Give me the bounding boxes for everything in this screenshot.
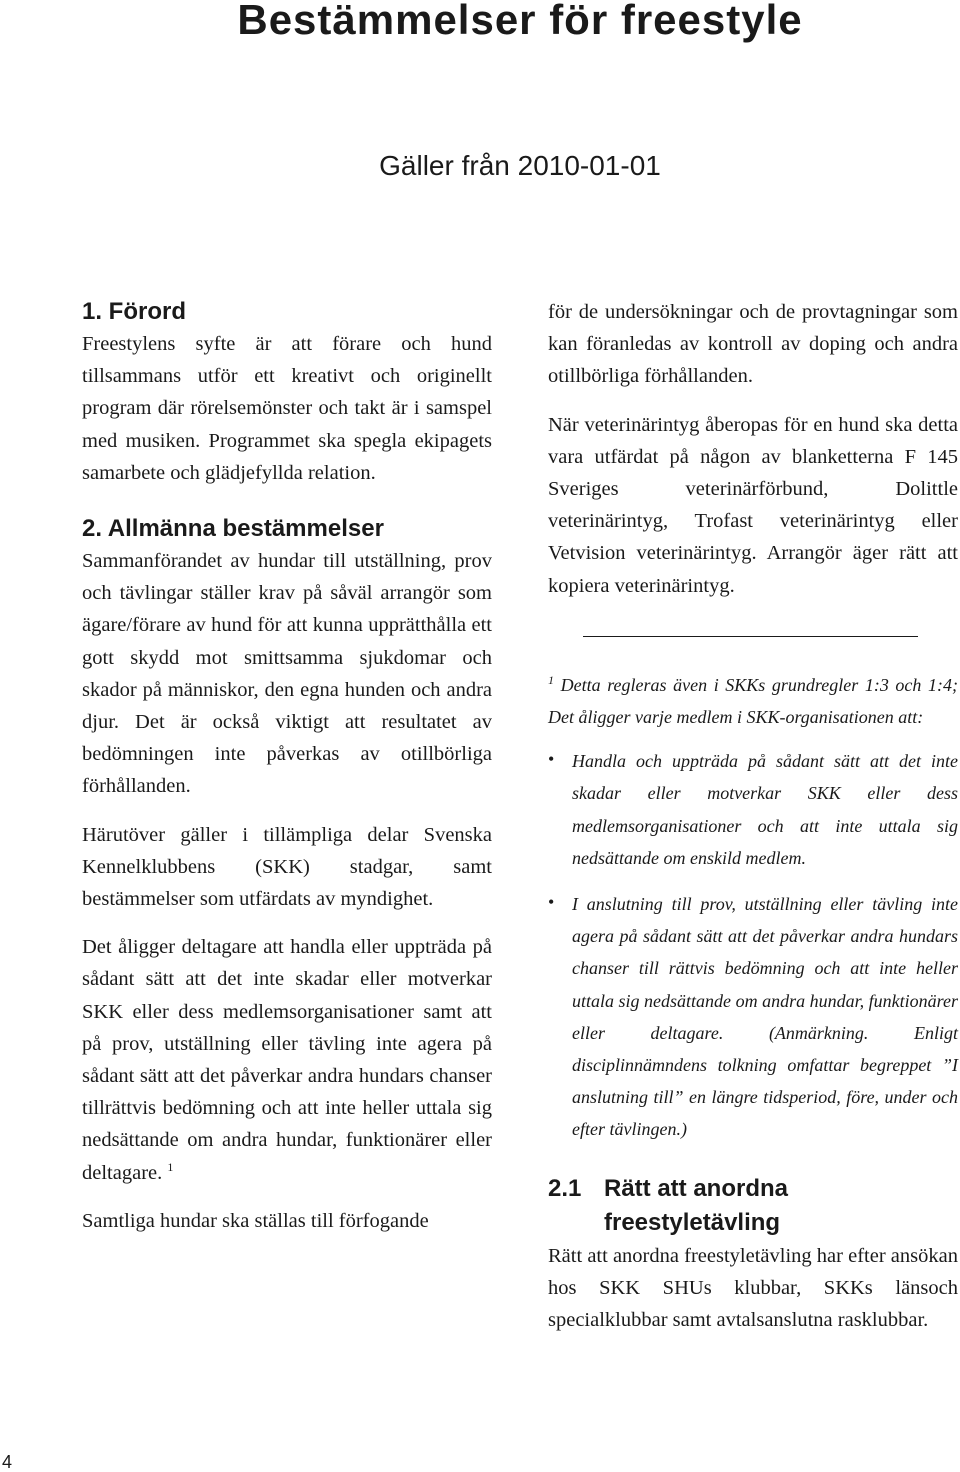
footnote-bullet-list (548, 745, 958, 1145)
section-2-paragraph-3 (82, 931, 492, 1189)
section-2-1-heading (548, 1172, 958, 1240)
bullet-icon: • (548, 749, 555, 770)
bullet-icon: • (548, 892, 555, 913)
continued-paragraph: för de undersökningar och de provtagningar som kan föranledas av kontroll av doping och andra otillbörliga förhållanden. (548, 301, 958, 388)
left-column (82, 296, 492, 1237)
section-2-paragraph-4: Samtliga hundar ska ställas till förfogande (82, 1209, 429, 1232)
page-number: 4 (2, 1452, 13, 1472)
section-2-1-title: Rätt att anordna freestyletävling (604, 1174, 789, 1236)
footnote-number: 1 (548, 672, 554, 687)
section-2-heading: 2. Allmänna bestämmelser (82, 515, 384, 543)
footnote (548, 669, 958, 733)
section-2-paragraph-3-text: Det åligger deltagare att handla eller uppträda på sådant sätt att det inte skadar eller motverkar SKK eller dess medlemsorganisationer samt att på prov, utställning eller tävling inte agera på sådant sätt att det påverkar andra hundars chanser tillrättvis bedömning och att inte heller uttala sig nedsättande om andra hundar, funktionärer eller deltagare. (82, 936, 492, 1184)
validity-date: Gäller från 2010-01-01 (379, 150, 661, 181)
vet-certificate-paragraph: När veterinärintyg åberopas för en hund ska detta vara utfärdat på någon av blanketterna F 145 Sveriges veterinärförbund, Dolittle veterinärintyg, Trofast veterinärintyg eller Vetvision veterinärintyg. Arrangör äger rätt att kopiera veterinärintyg. (548, 413, 958, 597)
right-column (548, 296, 958, 1336)
section-2-paragraph-2: Härutöver gäller i tillämpliga delar Svenska Kennelklubbens (SKK) stadgar, samt bestämmelser som utfärdats av myndighet. (82, 823, 492, 911)
section-2-1-paragraph: Rätt att anordna freestyletävling har efter ansökan hos SKK SHUs klubbar, SKKs länsoch specialklubbar samt avtalsanslutna rasklubbar. (548, 1244, 958, 1332)
footnote-reference: 1 (167, 1159, 174, 1174)
list-item (548, 745, 958, 874)
footnote-divider (583, 636, 918, 637)
section-1-heading: 1. Förord (82, 298, 187, 325)
page-title: Bestämmelser för freestyle (237, 0, 803, 43)
list-item-text: I anslutning till prov, utställning eller tävling inte agera på sådant sätt att det påverkar andra hundars chanser till rättvis bedömning och att inte heller uttala sig nedsättande om andra hundar, funktionärer eller deltagare. (Anmärkning. Enligt disciplinnämndens tolkning omfattar begreppet ”I anslutning till” en längre tidsperiod, före, under och efter tävlingen.) (572, 894, 958, 1140)
section-1-paragraph: Freestylens syfte är att förare och hund tillsammans utför ett kreativt och originellt program där rörelsemönster och takt är i samspel med musiken. Programmet ska spegla ekipagets samarbete och glädjefyllda relation. (82, 333, 492, 484)
list-item (548, 888, 958, 1146)
section-2-paragraph-1: Sammanförandet av hundar till utställning, prov och tävlingar ställer krav på såväl arrangör som ägare/förare av hund för att kunna upprätthålla ett gott skydd mot smittsamma sjukdomar och skador på människor, den egna hunden och andra djur. Det är också viktigt att resultatet av bedömningen inte påverkas av otillbörliga förhållanden. (82, 550, 492, 798)
section-2-1-number: 2.1 (548, 1174, 582, 1202)
list-item-text: Handla och uppträda på sådant sätt att det inte skadar eller motverkar SKK eller dess medlemsorganisationer och att inte uttala sig nedsättande om enskild medlem. (572, 751, 958, 868)
footnote-text: Detta regleras även i SKKs grundregler 1:3 och 1:4; Det åligger varje medlem i SKK-organisationen att: (548, 674, 958, 728)
